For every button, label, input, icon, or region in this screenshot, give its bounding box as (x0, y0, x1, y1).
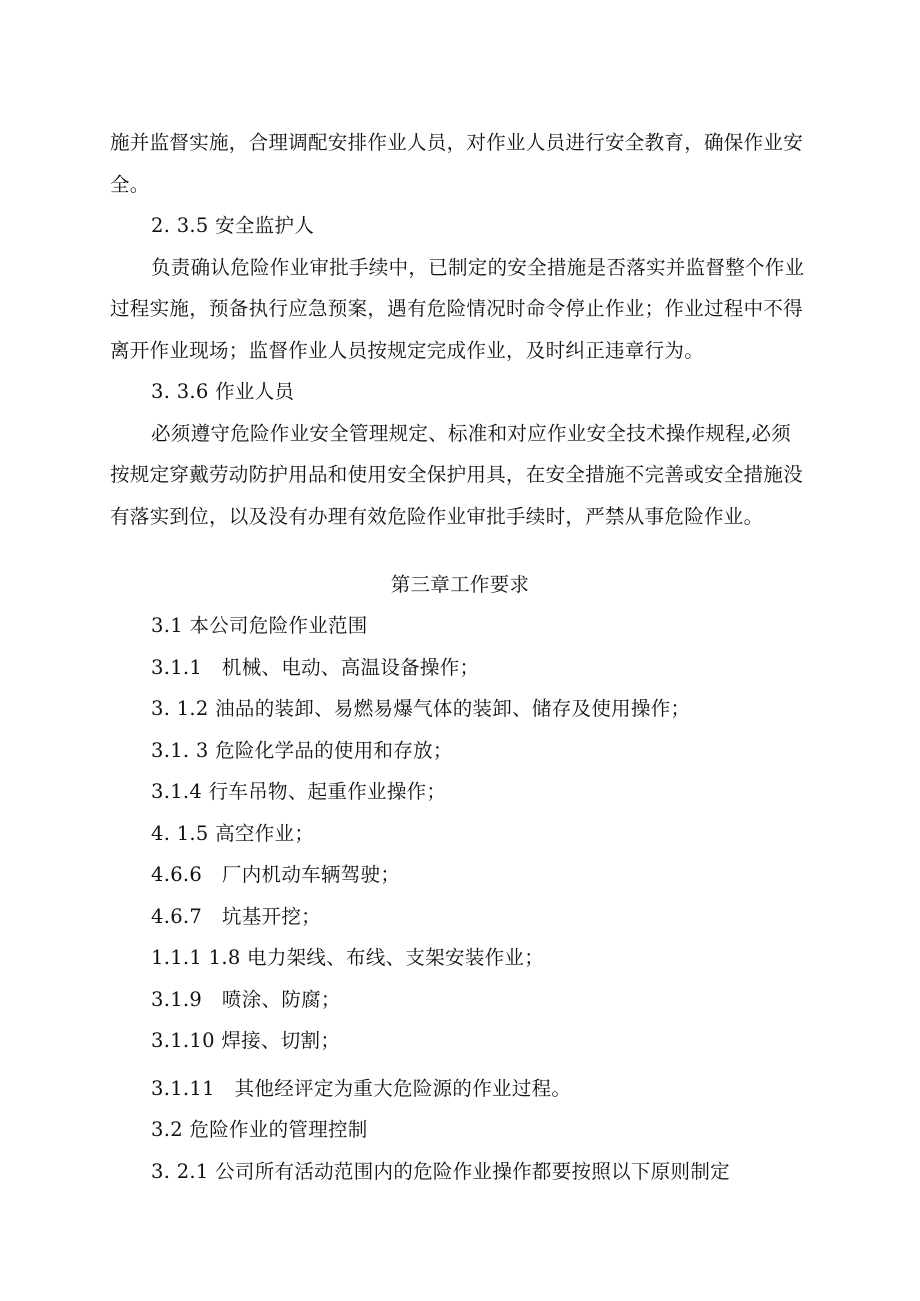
paragraph-line: 按规定穿戴劳动防护用品和使用安全保护用具，在安全措施不完善或安全措施没 (110, 463, 804, 486)
section-heading: 3.2 危险作业的管理控制 (151, 1118, 368, 1141)
paragraph-line: 负责确认危险作业审批手续中，已制定的安全措施是否落实并监督整个作业 (151, 256, 805, 279)
paragraph-line: 离开作业现场；监督作业人员按规定完成作业，及时纠正违章行为。 (110, 339, 705, 362)
paragraph-line: 全。 (110, 173, 150, 196)
list-item: 3.1.9 喷涂、防腐； (151, 988, 341, 1011)
section-heading: 3. 3.6 作业人员 (151, 380, 295, 403)
list-item: 3. 2.1 公司所有活动范围内的危险作业操作都要按照以下原则制定 (151, 1160, 730, 1183)
list-item: 1.1.1 1.8 电力架线、布线、支架安装作业； (151, 946, 545, 969)
section-heading: 3.1 本公司危险作业范围 (151, 614, 368, 637)
list-item: 3.1. 3 危险化学品的使用和存放； (151, 739, 453, 762)
paragraph-line: 施并监督实施，合理调配安排作业人员，对作业人员进行安全教育，确保作业安 (110, 131, 804, 154)
section-heading: 2. 3.5 安全监护人 (151, 214, 315, 237)
list-item: 4.6.6 厂内机动车辆驾驶； (151, 863, 401, 886)
chapter-title: 第三章工作要求 (390, 573, 530, 596)
list-item: 3.1.1 机械、电动、高温设备操作； (151, 656, 480, 679)
paragraph-line: 有落实到位，以及没有办理有效危险作业审批手续时，严禁从事危险作业。 (110, 505, 764, 528)
list-item: 3. 1.2 油品的装卸、易燃易爆气体的装卸、储存及使用操作； (151, 697, 691, 720)
list-item: 3.1.4 行车吊物、起重作业操作； (151, 780, 447, 803)
paragraph-line: 必须遵守危险作业安全管理规定、标准和对应作业安全技术操作规程,必须 (151, 422, 792, 445)
list-item: 4. 1.5 高空作业； (151, 822, 315, 845)
list-item: 3.1.11 其他经评定为重大危险源的作业过程。 (151, 1077, 572, 1100)
list-item: 4.6.7 坑基开挖； (151, 905, 321, 928)
list-item: 3.1.10 焊接、切割； (151, 1029, 341, 1052)
paragraph-line: 过程实施，预备执行应急预案，遇有危险情况时命令停止作业；作业过程中不得 (110, 297, 804, 320)
